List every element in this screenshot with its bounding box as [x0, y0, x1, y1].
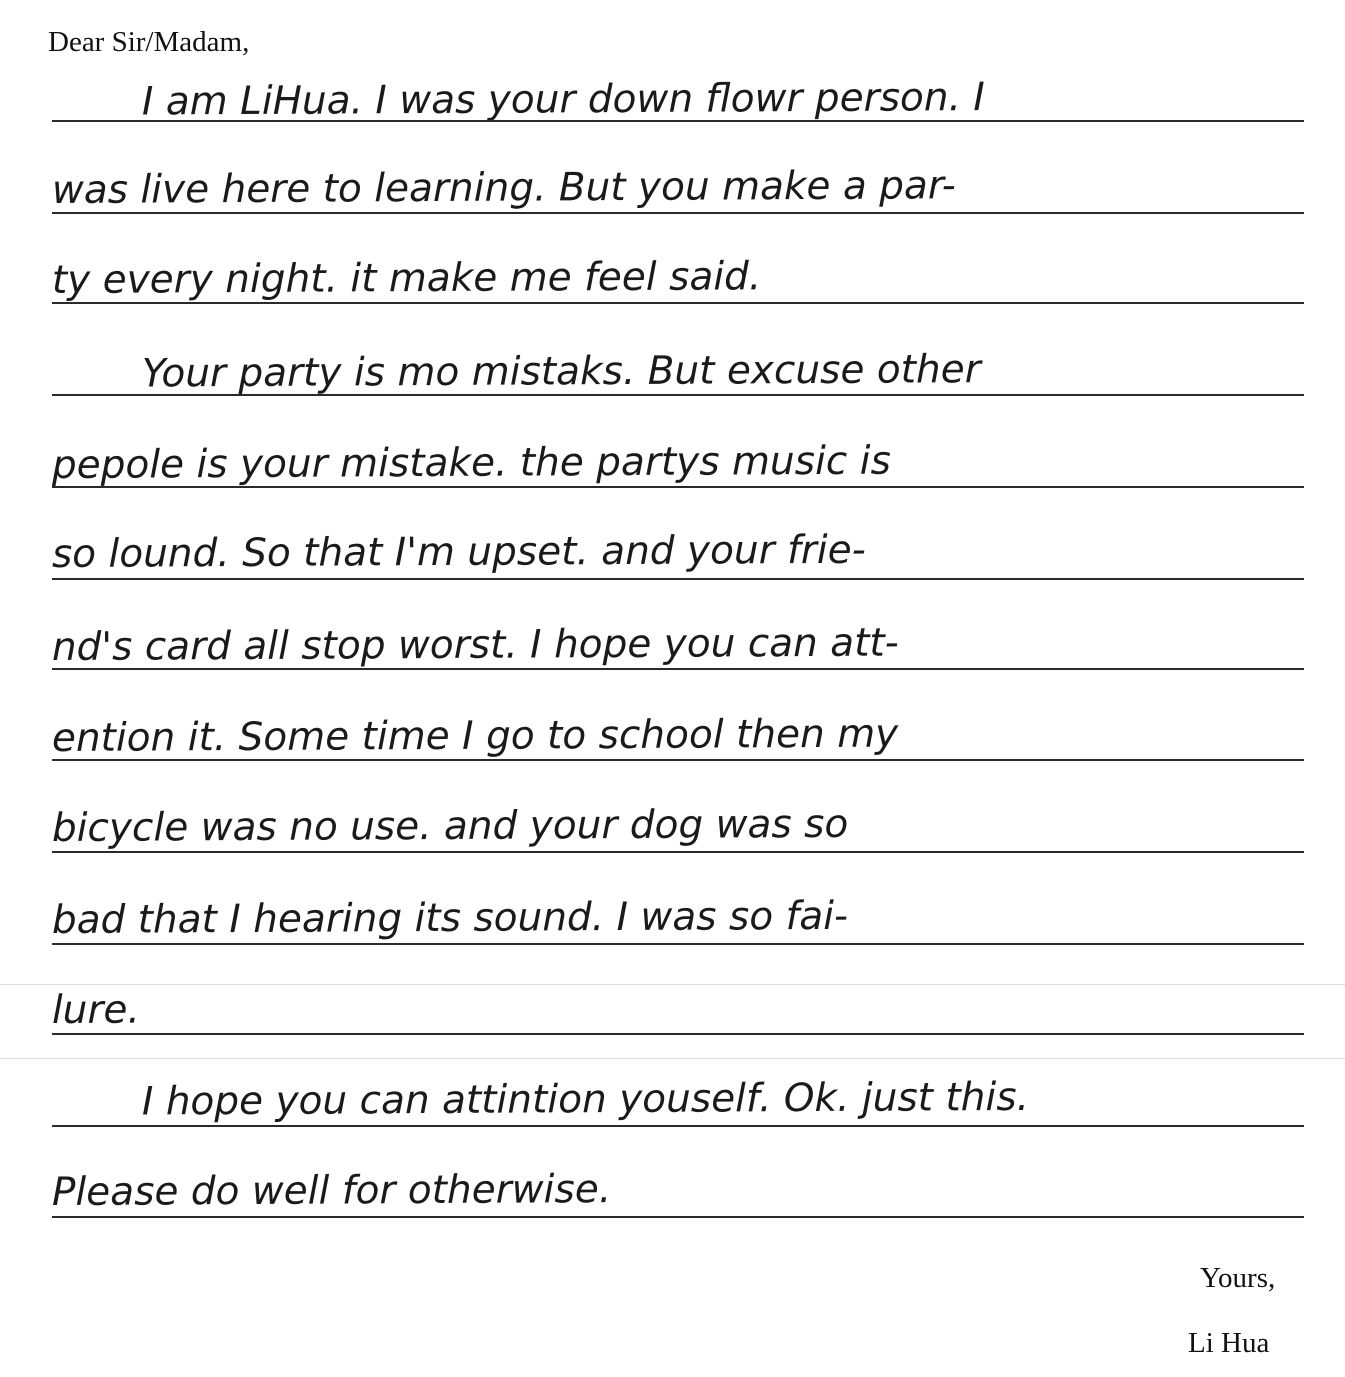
page-fold-line [0, 1058, 1345, 1059]
ruled-line [52, 302, 1304, 304]
handwritten-line-6: so lound. So that I'm upset. and your frie- [51, 527, 866, 577]
ruled-line [52, 578, 1304, 580]
handwritten-line-7: nd's card all stop worst. I hope you can att- [51, 620, 899, 670]
handwritten-line-10: bad that I hearing its sound. I was so fai- [51, 893, 849, 943]
ruled-line [52, 1033, 1304, 1035]
handwritten-line-3: ty every night. it make me feel said. [51, 254, 762, 303]
handwritten-line-1: I am LiHua. I was your down flowr person. I [141, 75, 985, 125]
handwritten-line-9: bicycle was no use. and your dog was so [51, 801, 849, 851]
ruled-line [52, 1216, 1304, 1218]
handwritten-line-12: I hope you can attintion youself. Ok. just this. [141, 1074, 1030, 1125]
closing: Yours, [1200, 1262, 1276, 1294]
ruled-line [52, 394, 1304, 396]
salutation: Dear Sir/Madam, [48, 26, 250, 58]
ruled-line [52, 943, 1304, 945]
ruled-line [52, 668, 1304, 670]
ruled-line [52, 212, 1304, 214]
signature: Li Hua [1188, 1327, 1270, 1359]
handwritten-line-13: Please do well for otherwise. [51, 1167, 612, 1215]
ruled-line [52, 759, 1304, 761]
handwritten-line-2: was live here to learning. But you make a par- [51, 163, 956, 213]
handwritten-line-4: Your party is mo mistaks. But excuse other [141, 347, 981, 397]
ruled-line [52, 1125, 1304, 1127]
ruled-line [52, 851, 1304, 853]
ruled-line [52, 486, 1304, 488]
handwritten-line-11: lure. [51, 987, 140, 1033]
handwritten-line-5: pepole is your mistake. the partys music is [51, 438, 891, 488]
handwritten-line-8: ention it. Some time I go to school then my [51, 711, 899, 761]
ruled-line [52, 120, 1304, 122]
